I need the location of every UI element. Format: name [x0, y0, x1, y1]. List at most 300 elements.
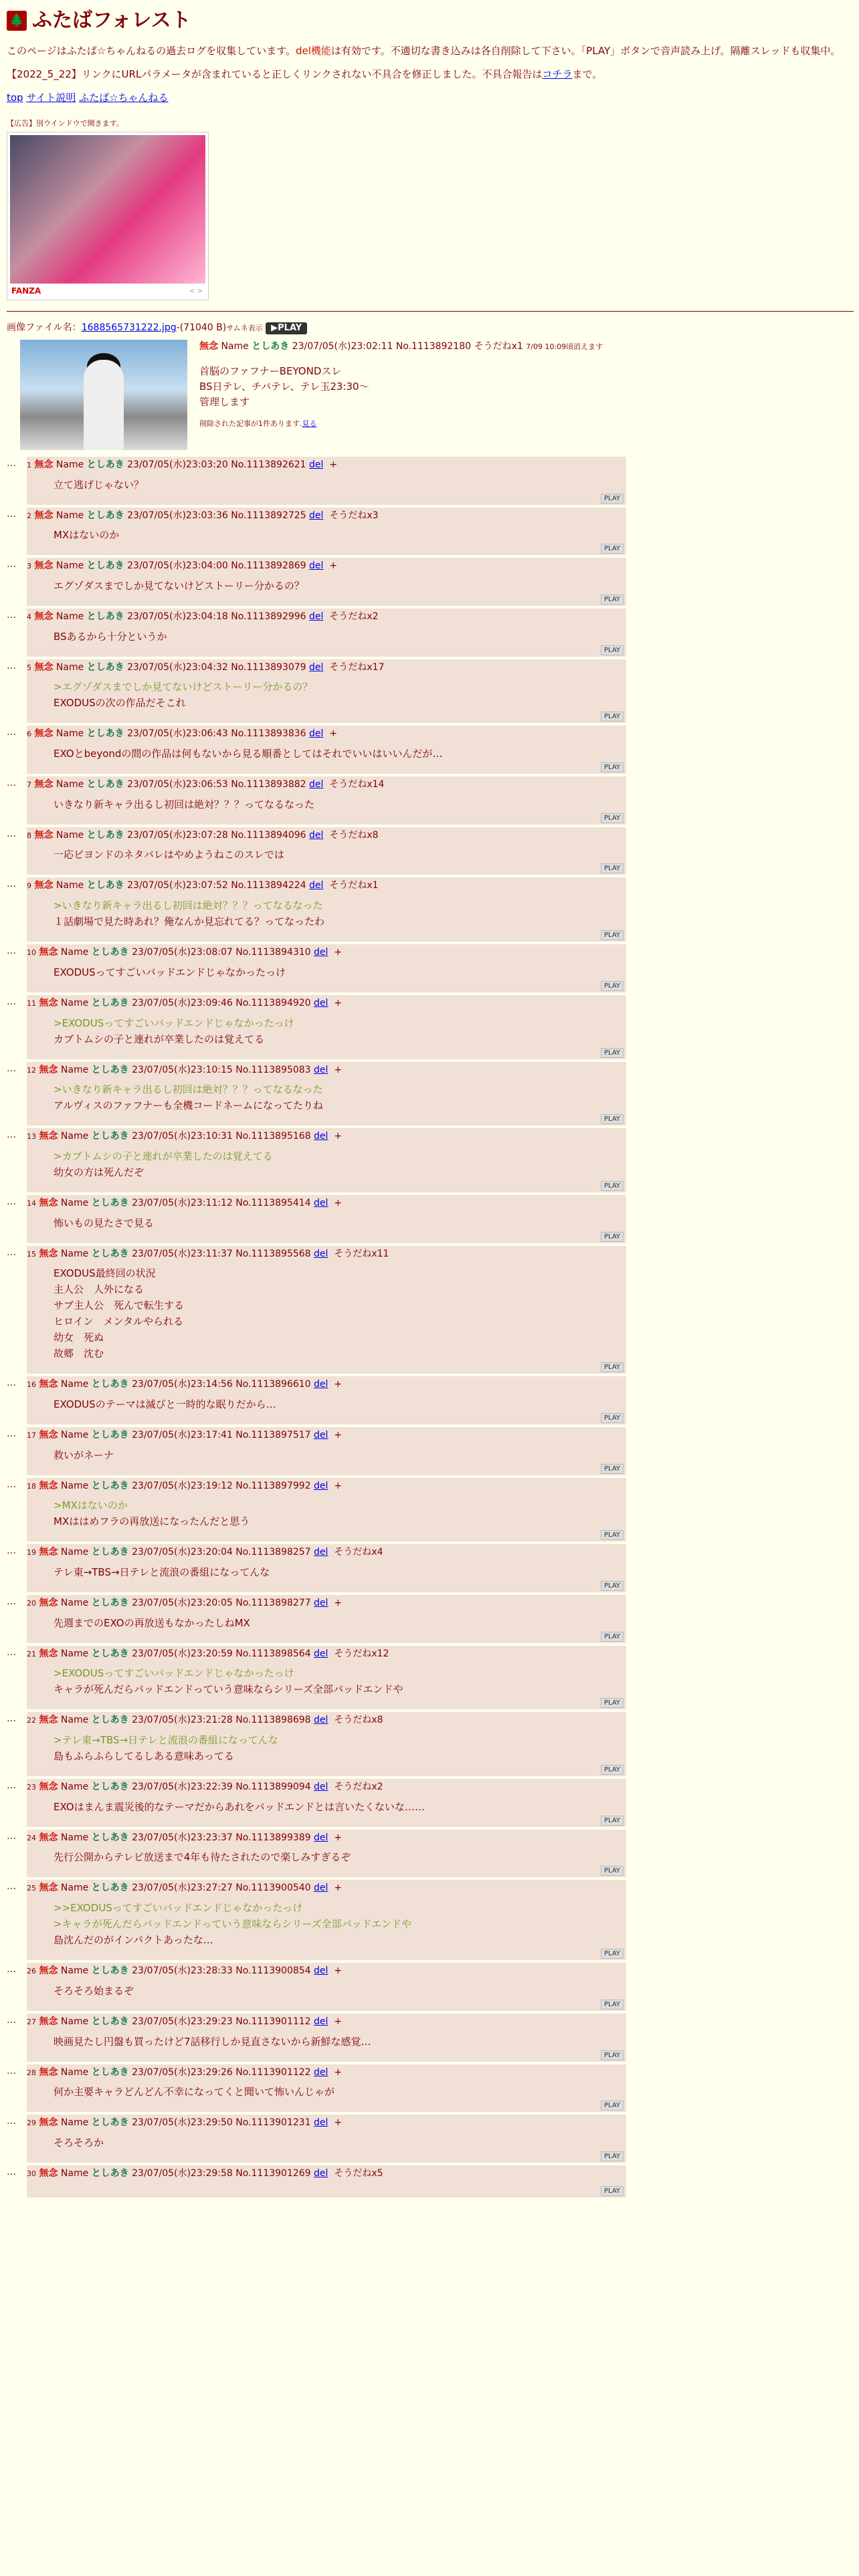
reply-dots: … — [7, 559, 16, 570]
del-link[interactable]: del — [314, 1064, 328, 1075]
reply-subject: 無念 — [39, 1547, 58, 1558]
reply-play-button[interactable]: PLAY — [601, 2000, 624, 2010]
reply-dots: … — [7, 1780, 16, 1792]
reply-index: 27 — [27, 2017, 36, 2026]
reply-number: No.1113895168 — [235, 1131, 311, 1142]
reply-line: EXODUSのテーマは滅びと一時的な眠りだから… — [54, 1398, 276, 1410]
sodane-button[interactable]: そうだねx2 — [334, 1782, 383, 1793]
reply-body — [54, 1081, 622, 1113]
reply-subject: 無念 — [34, 728, 54, 740]
reply-number: No.1113894096 — [231, 829, 306, 841]
reply-line: EXOとbeyondの間の作品は何もないから見る順番としてはそれでいいはいいんだが… — [54, 748, 443, 760]
reply-play-button[interactable]: PLAY — [601, 2050, 624, 2060]
reply-body — [54, 1148, 622, 1180]
reply-body — [54, 1564, 622, 1580]
sodane-button[interactable]: + — [334, 1197, 343, 1208]
reply-number: No.1113899389 — [235, 1832, 311, 1843]
reply-dots: … — [7, 1713, 16, 1725]
reply-number: No.1113898257 — [235, 1547, 311, 1558]
reply-dots: … — [7, 508, 16, 520]
del-link[interactable]: del — [314, 1547, 328, 1558]
reply-line: 何か主要キャラどんどん不幸になってくと聞いて怖いんじゃが — [54, 2086, 335, 2099]
reply-meta: 17 無念 Name としあき 23/07/05(水)23:17:41 No.1113897517 del + — [27, 1429, 343, 1440]
reply-play-button[interactable]: PLAY — [601, 595, 624, 605]
del-link[interactable]: del — [309, 779, 324, 790]
reply-row — [7, 1427, 852, 1475]
quote-line: >カブトムシの子と連れが卒業したのは覚えてる — [54, 1150, 273, 1162]
del-link[interactable]: del — [309, 829, 324, 841]
reply-index: 5 — [27, 663, 31, 672]
reply-row — [7, 877, 852, 942]
reply-row — [7, 1128, 852, 1192]
reply-dots: … — [7, 1196, 16, 1207]
del-link[interactable]: del — [314, 1197, 328, 1208]
nav-top-link[interactable]: top — [7, 92, 23, 104]
reply-body — [54, 2084, 622, 2100]
reply-name: としあき — [91, 1598, 129, 1609]
reply-dots: … — [7, 996, 16, 1007]
reply-line: 立て逃げじゃない？ — [54, 478, 145, 491]
reply-post — [27, 1128, 626, 1192]
reply-row — [7, 558, 852, 606]
reply-datetime: 23/07/05(水)23:10:31 — [132, 1131, 233, 1142]
reply-play-button[interactable]: PLAY — [601, 1114, 624, 1124]
reply-number: No.1113898277 — [235, 1598, 311, 1609]
reply-number: No.1113892621 — [231, 459, 306, 470]
reply-name: としあき — [86, 779, 124, 790]
sodane-button[interactable]: + — [334, 1965, 343, 1977]
del-link[interactable]: del — [314, 2167, 328, 2179]
reply-body — [54, 1900, 622, 1948]
del-link[interactable]: del — [314, 2066, 328, 2078]
quote-line: >EXODUSってすごいバッドエンドじゃなかったっけ — [54, 1016, 294, 1029]
ad-nav-arrows[interactable]: < > — [189, 287, 203, 295]
reply-subject: 無念 — [39, 2066, 58, 2078]
reply-post — [27, 995, 626, 1059]
reply-line: EXODUSの次の作品だそこれ — [54, 697, 186, 710]
reply-subject: 無念 — [39, 1832, 58, 1843]
reply-play-button[interactable]: PLAY — [601, 1181, 624, 1191]
sodane-button[interactable]: そうだねx11 — [334, 1248, 389, 1259]
reply-meta: 7 無念 Name としあき 23/07/05(水)23:06:53 No.1113893882 del そうだねx14 — [27, 779, 385, 790]
quote-line: >いきなり新キャラ出るし初回は絶対？？？ってなるなった — [54, 1083, 323, 1096]
del-link[interactable]: del — [314, 997, 328, 1008]
reply-row — [7, 1963, 852, 2011]
reply-post — [27, 508, 626, 556]
reply-subject: 無念 — [34, 611, 54, 623]
del-link[interactable]: del — [314, 1429, 328, 1440]
reply-post — [27, 457, 626, 505]
op-play-button[interactable]: ▶PLAY — [266, 322, 307, 334]
del-link[interactable]: del — [314, 2117, 328, 2129]
op-datetime: 23/07/05(水)23:02:11 — [292, 340, 393, 352]
op-sodane[interactable]: そうだねx1 — [474, 340, 523, 352]
reply-index: 16 — [27, 1380, 36, 1390]
reply-index: 18 — [27, 1481, 36, 1491]
reply-dots: … — [7, 2166, 16, 2177]
sodane-button[interactable]: + — [334, 1832, 343, 1843]
reply-subject: 無念 — [39, 1131, 58, 1142]
reply-play-button[interactable]: PLAY — [601, 1362, 624, 1372]
reply-play-button[interactable]: PLAY — [601, 2151, 624, 2161]
reply-dots: … — [7, 946, 16, 957]
reply-datetime: 23/07/05(水)23:04:00 — [127, 560, 228, 572]
sodane-button[interactable]: そうだねx3 — [329, 510, 379, 521]
reply-play-button[interactable]: PLAY — [601, 930, 624, 940]
reply-play-button[interactable]: PLAY — [601, 1632, 624, 1642]
sodane-button[interactable]: + — [334, 1883, 343, 1894]
reply-post — [27, 1544, 626, 1592]
sodane-button[interactable]: + — [334, 1429, 343, 1440]
reply-dots: … — [7, 1247, 16, 1258]
reply-line: アルヴィスのファフナーも全機コードネームになってたりね — [54, 1099, 324, 1112]
reply-name: としあき — [86, 829, 124, 841]
reply-play-button[interactable]: PLAY — [601, 981, 624, 991]
reply-subject: 無念 — [39, 1965, 58, 1977]
reply-row — [7, 2115, 852, 2163]
reply-post — [27, 1880, 626, 1960]
reply-line: キャラが死んだらバッドエンドっていう意味ならシリーズ全部バッドエンドや — [54, 1683, 403, 1696]
reply-number: No.1113899094 — [235, 1782, 311, 1793]
reply-name: としあき — [91, 1648, 129, 1659]
del-link[interactable]: del — [314, 1598, 328, 1609]
reply-dots: … — [7, 2014, 16, 2026]
reply-subject: 無念 — [34, 560, 54, 572]
reply-datetime: 23/07/05(水)23:20:59 — [132, 1648, 233, 1659]
sodane-button[interactable]: + — [334, 2117, 343, 2129]
ad-label: 【広告】別ウインドウで開きます。 — [7, 119, 124, 128]
sodane-button[interactable]: + — [334, 997, 343, 1008]
reply-name: としあき — [91, 2066, 129, 2078]
site-header — [7, 5, 852, 37]
reply-subject: 無念 — [39, 1480, 58, 1491]
nav-about-link[interactable]: サイト説明 — [26, 92, 76, 104]
reply-line: 幼女 死ぬ — [54, 1331, 104, 1344]
reply-row — [7, 1062, 852, 1126]
reply-row — [7, 1712, 852, 1776]
reply-play-button[interactable]: PLAY — [601, 1866, 624, 1876]
reply-datetime: 23/07/05(水)23:20:05 — [132, 1598, 233, 1609]
del-link[interactable]: del — [314, 1248, 328, 1259]
reply-play-button[interactable]: PLAY — [601, 2186, 624, 2196]
reply-line: 島沈んだのがインパクトあったな… — [54, 1934, 213, 1947]
reply-row — [7, 1195, 852, 1243]
reply-play-button[interactable]: PLAY — [601, 1232, 624, 1242]
reply-row — [7, 1376, 852, 1424]
reply-name: としあき — [91, 1429, 129, 1440]
reply-dots: … — [7, 1646, 16, 1658]
reply-row — [7, 1544, 852, 1592]
del-link[interactable]: del — [314, 1965, 328, 1977]
reply-line: 先行公開からテレビ放送まで4年も待たされたので楽しみすぎるぞ — [54, 1851, 351, 1864]
reply-play-button[interactable]: PLAY — [601, 1949, 624, 1959]
reply-play-button[interactable]: PLAY — [601, 813, 624, 823]
reply-body — [54, 1799, 622, 1815]
ad-image[interactable] — [10, 135, 205, 284]
reply-index: 13 — [27, 1132, 36, 1142]
reply-index: 2 — [27, 511, 31, 520]
reply-number: No.1113900540 — [235, 1883, 311, 1894]
reply-line: ヒロイン メンタルやられる — [54, 1315, 183, 1328]
reply-name: としあき — [91, 1197, 129, 1208]
reply-meta: 14 無念 Name としあき 23/07/05(水)23:11:12 No.1113895414 del + — [27, 1197, 343, 1208]
del-link[interactable]: del — [309, 728, 324, 740]
reply-index: 10 — [27, 948, 36, 958]
reply-row — [7, 944, 852, 992]
op-file-info: 画像ファイル名：1688565731222.jpg-(71040 B)サムネ表示 ▶PLAY — [7, 321, 852, 336]
reply-play-button[interactable]: PLAY — [601, 1413, 624, 1423]
reply-index: 7 — [27, 780, 31, 790]
reply-row — [7, 1880, 852, 1960]
forest-logo-icon: 🌲 — [7, 11, 27, 31]
del-link[interactable]: del — [314, 1648, 328, 1659]
reply-subject: 無念 — [39, 1883, 58, 1894]
reply-post — [27, 1830, 626, 1878]
reply-play-button[interactable]: PLAY — [601, 544, 624, 554]
reply-play-button[interactable]: PLAY — [601, 1765, 624, 1775]
reply-line: 怖いもの見たさで見る — [54, 1216, 155, 1229]
reply-dots: … — [7, 2116, 16, 2127]
sodane-button[interactable]: そうだねx14 — [329, 779, 385, 790]
reply-body — [54, 746, 622, 762]
reply-post — [27, 558, 626, 606]
sodane-button[interactable]: そうだねx2 — [329, 611, 379, 623]
reply-play-button[interactable]: PLAY — [601, 712, 624, 722]
del-link[interactable]: del — [314, 1480, 328, 1491]
reply-body — [54, 1615, 622, 1631]
reply-subject: 無念 — [34, 661, 54, 673]
reply-number: No.1113893079 — [231, 661, 306, 673]
del-link[interactable]: del — [309, 459, 324, 470]
reply-meta: 16 無念 Name としあき 23/07/05(水)23:14:56 No.1113896610 del + — [27, 1379, 343, 1390]
reply-meta: 25 無念 Name としあき 23/07/05(水)23:27:27 No.1113900540 del + — [27, 1883, 343, 1894]
reply-body — [54, 1665, 622, 1697]
reply-datetime: 23/07/05(水)23:06:43 — [127, 728, 228, 740]
reply-meta: 4 無念 Name としあき 23/07/05(水)23:04:18 No.1113892996 del そうだねx2 — [27, 611, 379, 623]
reply-meta: 29 無念 Name としあき 23/07/05(水)23:29:50 No.1113901231 del + — [27, 2117, 343, 2129]
reply-line: EXOはまんま震災後的なテーマだからあれをバッドエンドとは言いたくないな…… — [54, 1800, 425, 1813]
del-link[interactable]: del — [309, 560, 324, 572]
reply-subject: 無念 — [39, 1429, 58, 1440]
reply-index: 19 — [27, 1548, 36, 1558]
reply-datetime: 23/07/05(水)23:04:18 — [127, 611, 228, 623]
del-link[interactable]: del — [314, 1715, 328, 1726]
reply-line: BSあるから十分というか — [54, 630, 167, 643]
reply-meta: 28 無念 Name としあき 23/07/05(水)23:29:26 No.1113901122 del + — [27, 2066, 343, 2078]
del-feature-text: del機能 — [295, 44, 331, 57]
reply-number: No.1113901231 — [235, 2117, 311, 2129]
reply-number: No.1113897517 — [235, 1429, 311, 1440]
reply-line: 一応ビヨンドのネタバレはやめようねこのスレでは — [54, 849, 284, 861]
reply-line: サブ主人公 死んで転生する — [54, 1299, 185, 1312]
reply-meta: 9 無念 Name としあき 23/07/05(水)23:07:52 No.1113894224 del そうだねx1 — [27, 880, 379, 891]
reply-subject: 無念 — [39, 1197, 58, 1208]
del-link[interactable]: del — [309, 611, 324, 623]
reply-play-button[interactable]: PLAY — [601, 762, 624, 772]
sodane-button[interactable]: そうだねx17 — [329, 661, 385, 673]
reply-name: としあき — [86, 459, 124, 470]
del-link[interactable]: del — [314, 1379, 328, 1390]
reply-line: 救いがネーナ — [54, 1448, 114, 1461]
reply-datetime: 23/07/05(水)23:21:28 — [132, 1715, 233, 1726]
reply-meta: 1 無念 Name としあき 23/07/05(水)23:03:20 No.1113892621 del + — [27, 459, 338, 470]
reply-body — [54, 1265, 622, 1362]
reply-datetime: 23/07/05(水)23:28:33 — [132, 1965, 233, 1977]
del-link[interactable]: del — [314, 2016, 328, 2027]
sodane-button[interactable]: + — [334, 1480, 343, 1491]
sodane-button[interactable]: そうだねx8 — [329, 829, 379, 841]
reply-subject: 無念 — [39, 2167, 58, 2179]
op-expire: 7/09 10:09頃消えます — [526, 342, 603, 351]
sodane-button[interactable]: + — [334, 1379, 343, 1390]
sodane-button[interactable]: + — [329, 459, 338, 470]
reply-dots: … — [7, 1964, 16, 1975]
sodane-button[interactable]: + — [334, 1064, 343, 1075]
reply-body — [54, 847, 622, 863]
reply-dots: … — [7, 1881, 16, 1893]
reply-post — [27, 1712, 626, 1776]
reply-index: 11 — [27, 998, 36, 1008]
ad-banner[interactable] — [7, 132, 209, 300]
op-post — [20, 340, 852, 450]
reply-index: 17 — [27, 1430, 36, 1440]
reply-name: としあき — [91, 1782, 129, 1793]
reply-post — [27, 1062, 626, 1126]
reply-play-button[interactable]: PLAY — [601, 1816, 624, 1826]
op-subject: 無念 — [199, 340, 218, 352]
show-deleted-link[interactable]: 見る — [302, 419, 317, 429]
reply-body — [54, 897, 622, 930]
sodane-button[interactable]: そうだねx1 — [329, 880, 379, 891]
reply-line: カブトムシの子と連れが卒業したのは覚えてる — [54, 1033, 265, 1045]
reply-line: 映画見たし円盤も買ったけど7話移行しか見直さないから新鮮な感覚… — [54, 2035, 371, 2048]
sodane-button[interactable]: + — [334, 1131, 343, 1142]
reply-line: MXはないのか — [54, 529, 120, 542]
sodane-button[interactable]: + — [329, 728, 338, 740]
sodane-button[interactable]: そうだねx4 — [334, 1547, 383, 1558]
reply-subject: 無念 — [34, 779, 54, 790]
del-link[interactable]: del — [309, 510, 324, 521]
reply-body — [54, 477, 622, 493]
reply-subject: 無念 — [34, 829, 54, 841]
op-thumbnail[interactable] — [20, 340, 187, 450]
reply-name: としあき — [91, 1248, 129, 1259]
reply-datetime: 23/07/05(水)23:23:37 — [132, 1832, 233, 1843]
reply-number: No.1113896610 — [235, 1379, 311, 1390]
nav-futaba-link[interactable]: ふたば☆ちゃんねる — [79, 92, 169, 104]
reply-body — [54, 527, 622, 543]
reply-meta: 10 無念 Name としあき 23/07/05(水)23:08:07 No.1113894310 del + — [27, 947, 343, 958]
reply-play-button[interactable]: PLAY — [601, 1530, 624, 1540]
reply-index: 23 — [27, 1783, 36, 1792]
reply-datetime: 23/07/05(水)23:19:12 — [132, 1480, 233, 1491]
reply-number: No.1113901269 — [235, 2167, 311, 2179]
reply-index: 14 — [27, 1198, 36, 1208]
reply-play-button[interactable]: PLAY — [601, 863, 624, 873]
reply-meta: 18 無念 Name としあき 23/07/05(水)23:19:12 No.1113897992 del + — [27, 1480, 343, 1491]
reply-body — [54, 1983, 622, 1999]
reply-body — [54, 1497, 622, 1529]
reply-row — [7, 2014, 852, 2062]
reply-play-button[interactable]: PLAY — [601, 1581, 624, 1591]
del-link[interactable]: del — [314, 1832, 328, 1843]
ad-brand-logo: FANZA — [11, 286, 41, 296]
reply-name: としあき — [91, 1379, 129, 1390]
reply-post — [27, 1478, 626, 1542]
reply-index: 20 — [27, 1599, 36, 1608]
reply-subject: 無念 — [39, 1379, 58, 1390]
reply-number: No.1113892869 — [231, 560, 306, 572]
reply-number: No.1113892996 — [231, 611, 306, 623]
del-link[interactable]: del — [314, 1883, 328, 1894]
reply-dots: … — [7, 1596, 16, 1608]
del-link[interactable]: del — [314, 1131, 328, 1142]
reply-meta: 21 無念 Name としあき 23/07/05(水)23:20:59 No.1113898564 del そうだねx12 — [27, 1648, 389, 1659]
reply-row — [7, 1646, 852, 1710]
ad-box — [7, 118, 852, 300]
reply-line: 故郷 沈む — [54, 1348, 104, 1360]
del-link[interactable]: del — [314, 947, 328, 958]
reply-name: としあき — [91, 1965, 129, 1977]
reply-subject: 無念 — [34, 459, 54, 470]
reply-post — [27, 1246, 626, 1374]
bug-report-link[interactable]: コチラ — [542, 68, 573, 80]
reply-play-button[interactable]: PLAY — [601, 494, 624, 504]
reply-post — [27, 1376, 626, 1424]
reply-meta: 23 無念 Name としあき 23/07/05(水)23:22:39 No.1113899094 del そうだねx2 — [27, 1782, 383, 1793]
del-link[interactable]: del — [309, 880, 324, 891]
sodane-button[interactable]: そうだねx12 — [334, 1648, 389, 1659]
reply-play-button[interactable]: PLAY — [601, 645, 624, 655]
notice-text: 【2022_5_22】リンクにURLパラメータが含まれていると正しくリンクされない不具合を修正しました。不具合報告はコチラまで。 — [7, 68, 603, 80]
reply-dots: … — [7, 778, 16, 789]
sodane-button[interactable]: + — [329, 560, 338, 572]
reply-dots: … — [7, 1063, 16, 1074]
sodane-button[interactable]: + — [334, 2016, 343, 2027]
reply-play-button[interactable]: PLAY — [601, 1698, 624, 1708]
reply-dots: … — [7, 610, 16, 621]
del-link[interactable]: del — [314, 1782, 328, 1793]
sodane-button[interactable]: + — [334, 2066, 343, 2078]
sodane-button[interactable]: + — [334, 1598, 343, 1609]
reply-play-button[interactable]: PLAY — [601, 1048, 624, 1058]
reply-index: 8 — [27, 831, 31, 840]
reply-datetime: 23/07/05(水)23:17:41 — [132, 1429, 233, 1440]
del-link[interactable]: del — [309, 661, 324, 673]
reply-play-button[interactable]: PLAY — [601, 1464, 624, 1474]
op-file-link[interactable]: 1688565731222.jpg — [81, 322, 177, 334]
reply-play-button[interactable]: PLAY — [601, 2101, 624, 2111]
reply-post — [27, 1646, 626, 1710]
nav-links — [7, 90, 852, 106]
reply-body — [54, 629, 622, 645]
reply-body — [54, 2135, 622, 2151]
sodane-button[interactable]: そうだねx8 — [334, 1715, 383, 1726]
reply-line: 主人公 人外になる — [54, 1283, 145, 1296]
reply-name: としあき — [91, 1547, 129, 1558]
reply-line: EXODUS最終回の状況 — [54, 1267, 156, 1280]
sodane-button[interactable]: そうだねx5 — [334, 2167, 383, 2179]
quote-line: >EXODUSってすごいバッドエンドじゃなかったっけ — [54, 1667, 294, 1680]
reply-name: としあき — [86, 560, 124, 572]
reply-meta: 6 無念 Name としあき 23/07/05(水)23:06:43 No.1113893836 del + — [27, 728, 338, 740]
reply-line: MXははめフラの再放送になったんだと思う — [54, 1515, 250, 1528]
reply-datetime: 23/07/05(水)23:14:56 — [132, 1379, 233, 1390]
reply-index: 9 — [27, 881, 31, 891]
reply-number: No.1113894920 — [235, 997, 311, 1008]
reply-datetime: 23/07/05(水)23:04:32 — [127, 661, 228, 673]
sodane-button[interactable]: + — [334, 947, 343, 958]
